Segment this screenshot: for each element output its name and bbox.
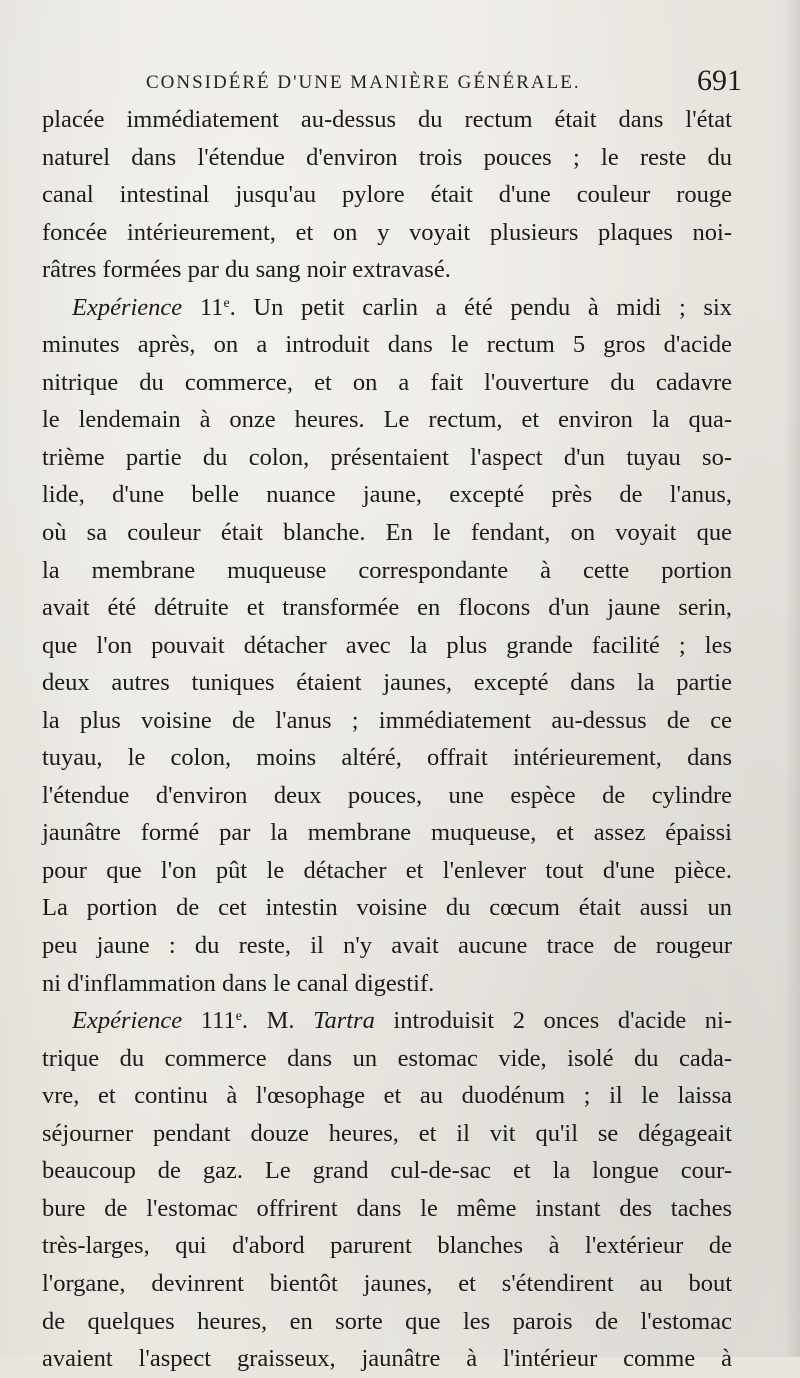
line-text: foncée intérieurement, et on y voyait plusieurs plaques noi- (42, 218, 732, 246)
text-line (42, 1040, 732, 1078)
text-line (42, 1115, 732, 1153)
text-line (42, 814, 732, 852)
text-line (42, 1265, 732, 1303)
text-line (42, 476, 732, 514)
line-text: pour que l'on pût le détacher et l'enlever tout d'une pièce. (42, 856, 732, 884)
line-text: minutes après, on a introduit dans le rectum 5 gros d'acide (42, 331, 732, 359)
line-text: de quelques heures, en sorte que les parois de l'estomac (42, 1307, 732, 1335)
experiment-ordinal: 11 (199, 293, 224, 321)
text-line (42, 852, 732, 890)
ordinal-suffix: e (223, 295, 230, 311)
line-text: beaucoup de gaz. Le grand cul-de-sac et la longue cour- (42, 1157, 732, 1185)
line-text: la plus voisine de l'anus ; immédiatement au-dessus de ce (42, 706, 732, 734)
line-text: vre, et continu à l'œsophage et au duodénum ; il le laissa (42, 1082, 732, 1110)
line-text: râtres formées par du sang noir extravasé. (42, 256, 451, 284)
line-text: lide, d'une belle nuance jaune, excepté près de l'anus, (42, 481, 732, 509)
text-line (42, 139, 732, 177)
line-text: la membrane muqueuse correspondante à cette portion (42, 556, 732, 584)
text-line (42, 927, 732, 965)
line-text: nitrique du commerce, et on a fait l'ouverture du cadavre (42, 368, 732, 396)
experiment-heading: Expérience (72, 293, 183, 321)
page-edge-shadow (784, 0, 800, 1357)
line-text: naturel dans l'étendue d'environ trois pouces ; le reste du (42, 143, 732, 171)
text-line (42, 1340, 732, 1378)
line-text: tuyau, le colon, moins altéré, offrait intérieurement, dans (42, 744, 732, 772)
text-line (42, 364, 732, 402)
text-line (42, 101, 732, 139)
text-line (42, 889, 732, 927)
line-text: ni d'inflammation dans le canal digestif. (42, 969, 435, 997)
line-text: La portion de cet intestin voisine du cœcum était aussi un (42, 894, 732, 922)
text-line (42, 1002, 732, 1040)
text-line (42, 176, 732, 214)
line-text: introduisit 2 onces d'acide ni- (374, 1007, 733, 1035)
text-line (42, 401, 732, 439)
line-text: où sa couleur était blanche. En le fendant, on voyait que (42, 519, 732, 547)
text-line (42, 739, 732, 777)
experiment-heading: Expérience (72, 1007, 183, 1035)
line-text: . Un petit carlin a été pendu à midi ; six (229, 293, 733, 321)
author-name: Tartra (313, 1007, 375, 1035)
text-line (42, 777, 732, 815)
text-line (42, 1303, 732, 1341)
line-text: avaient l'aspect graisseux, jaunâtre à l'intérieur comme à (42, 1345, 732, 1373)
experiment-ordinal: 111 (200, 1007, 236, 1035)
text-line (42, 1227, 732, 1265)
page-number: 691 (697, 64, 742, 97)
text-line (42, 965, 732, 1003)
text-line (42, 702, 732, 740)
text-line (42, 1152, 732, 1190)
line-text: que l'on pouvait détacher avec la plus grande facilité ; les (42, 631, 732, 659)
line-text: peu jaune : du reste, il n'y avait aucune trace de rougeur (42, 932, 732, 960)
ordinal-suffix: e (235, 1009, 242, 1025)
line-text: trique du commerce dans un estomac vide, isolé du cada- (42, 1044, 732, 1072)
text-line (42, 589, 732, 627)
text-line (42, 326, 732, 364)
line-text: placée immédiatement au-dessus du rectum était dans l'état (42, 106, 732, 133)
line-text: très-larges, qui d'abord parurent blanches à l'extérieur de (42, 1232, 732, 1260)
text-line (42, 289, 732, 327)
line-text: l'étendue d'environ deux pouces, une espèce de cylindre (42, 781, 732, 809)
line-text: séjourner pendant douze heures, et il vit qu'il se dégageait (42, 1119, 732, 1147)
line-text: jaunâtre formé par la membrane muqueuse, et assez épaissi (42, 819, 732, 847)
text-line (42, 251, 732, 289)
line-text: deux autres tuniques étaient jaunes, excepté dans la partie (42, 669, 732, 697)
line-text: canal intestinal jusqu'au pylore était d'une couleur rouge (42, 181, 732, 209)
body-text (42, 101, 732, 1378)
line-text: bure de l'estomac offrirent dans le même instant des taches (42, 1194, 732, 1222)
page-header (146, 64, 746, 104)
line-text: le lendemain à onze heures. Le rectum, et environ la qua- (42, 406, 732, 434)
text-line (42, 439, 732, 477)
line-text: avait été détruite et transformée en flocons d'un jaune serin, (42, 594, 732, 622)
text-fragment: . M. (241, 1007, 314, 1035)
text-line (42, 552, 732, 590)
text-line (42, 627, 732, 665)
line-text: l'organe, devinrent bientôt jaunes, et s'étendirent au bout (42, 1269, 732, 1297)
running-head: CONSIDÉRÉ D'UNE MANIÈRE GÉNÉRALE. (146, 72, 581, 93)
text-line (42, 664, 732, 702)
text-line (42, 1077, 732, 1115)
text-line (42, 214, 732, 252)
text-line (42, 514, 732, 552)
text-line (42, 1190, 732, 1228)
line-text: trième partie du colon, présentaient l'aspect d'un tuyau so- (42, 443, 732, 471)
